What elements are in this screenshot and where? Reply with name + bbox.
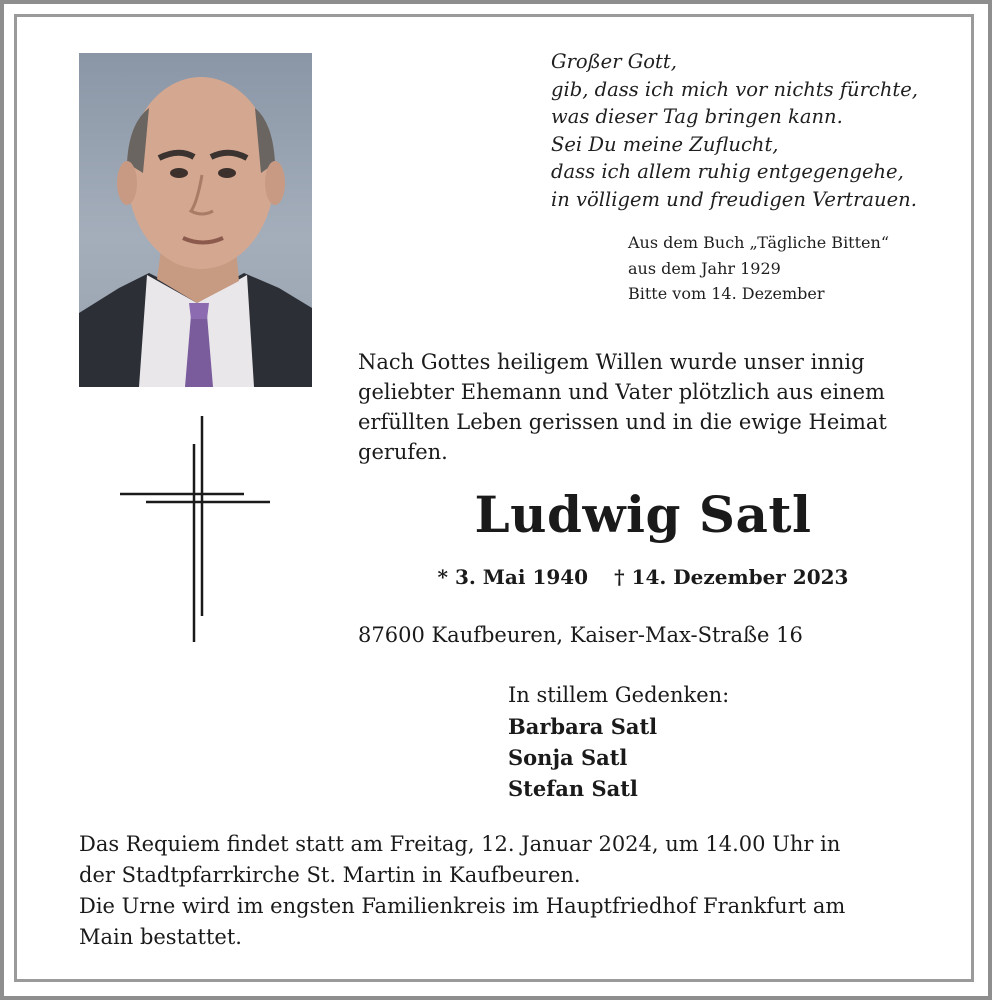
source-line: aus dem Jahr 1929 — [628, 258, 781, 278]
mourners — [508, 680, 948, 804]
mourner-name: Stefan Satl — [508, 776, 638, 801]
source-line: Bitte vom 14. Dezember — [628, 284, 825, 303]
birth-date: * 3. Mai 1940 — [437, 565, 589, 589]
portrait-illustration — [79, 53, 312, 387]
life-dates — [358, 562, 928, 592]
poem-line: Sei Du meine Zuflucht, — [551, 132, 779, 156]
mourners-heading: In stillem Gedenken: — [508, 683, 730, 707]
intro-line: Nach Gottes heiligem Willen wurde unser innig — [358, 350, 865, 374]
service-line: der Stadtpfarrkirche St. Martin in Kaufbeuren. — [79, 863, 581, 887]
service-line: Das Requiem findet statt am Freitag, 12. Januar 2024, um 14.00 Uhr in — [79, 832, 841, 856]
poem-source — [628, 230, 958, 307]
mourner-name: Sonja Satl — [508, 745, 628, 770]
service-line: Main bestattet. — [79, 925, 242, 949]
death-date: † 14. Dezember 2023 — [614, 565, 849, 589]
poem — [551, 48, 971, 213]
poem-line: dass ich allem ruhig entgegengehe, — [551, 160, 904, 183]
poem-line: gib, dass ich mich vor nichts fürchte, — [551, 77, 918, 101]
announcement-text — [358, 347, 958, 467]
intro-line: erfüllten Leben gerissen und in die ewige Heimat — [358, 410, 887, 434]
deceased-name: Ludwig Satl — [474, 485, 812, 544]
source-line: Aus dem Buch „Tägliche Bitten“ — [628, 233, 889, 252]
intro-line: gerufen. — [358, 440, 448, 464]
mourner-name: Barbara Satl — [508, 714, 658, 739]
double-line-cross-icon — [118, 414, 274, 646]
address: 87600 Kaufbeuren, Kaiser-Max-Straße 16 — [358, 623, 803, 647]
service-line: Die Urne wird im engsten Familienkreis im Hauptfriedhof Frankfurt am — [79, 894, 846, 918]
intro-line: geliebter Ehemann und Vater plötzlich aus einem — [358, 380, 885, 404]
poem-line: Großer Gott, — [551, 50, 677, 73]
poem-line: in völligem und freudigen Vertrauen. — [551, 187, 917, 211]
poem-line: was dieser Tag bringen kann. — [551, 105, 843, 128]
portrait-photo — [79, 53, 312, 387]
service-info — [79, 829, 959, 953]
